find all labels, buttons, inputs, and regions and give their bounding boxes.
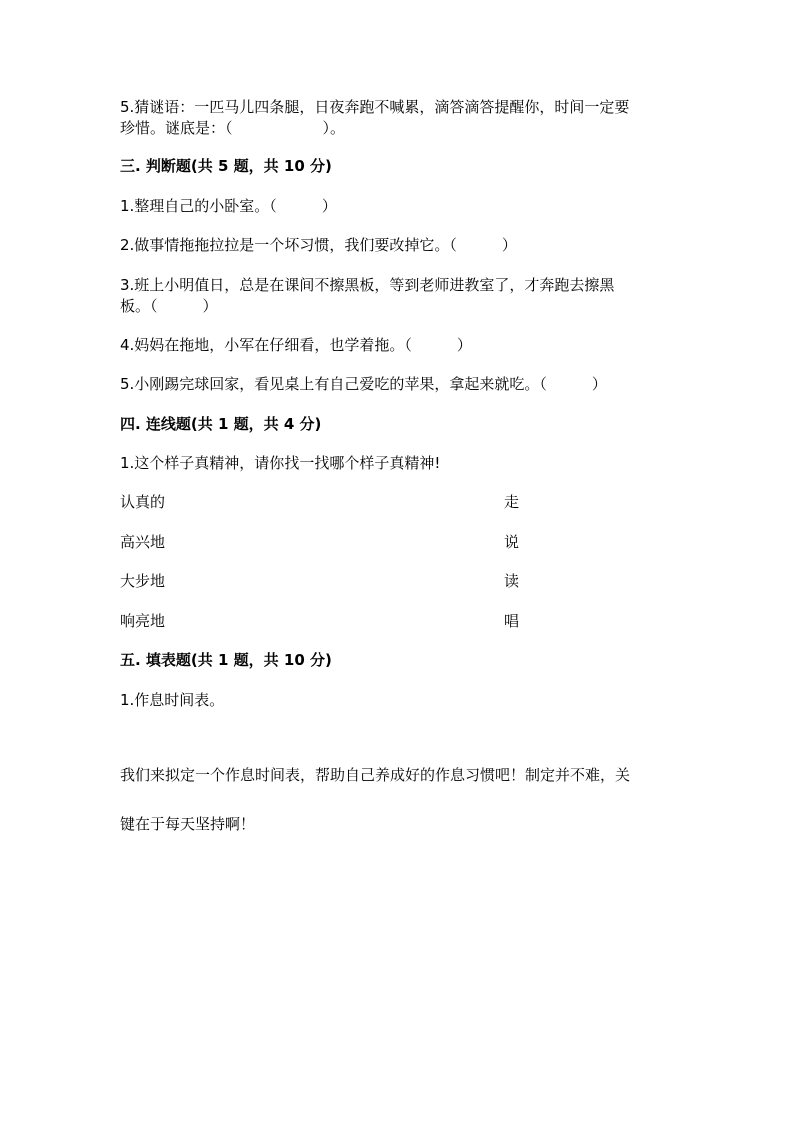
matching-left-item: 认真的 [120,493,166,511]
matching-left-item: 大步地 [120,572,166,590]
judge-question-4: 4.妈妈在拖地，小军在仔细看，也学着拖。（ ） [120,336,472,354]
table-description-line-1: 我们来拟定一个作息时间表，帮助自己养成好的作息习惯吧！制定并不难，关 [120,766,631,784]
judge-question-3-line-2: 板。（ ） [120,297,218,315]
matching-left-item: 响亮地 [120,612,166,630]
section-4-heading: 四. 连线题(共 1 题，共 4 分) [120,415,322,433]
matching-right-item: 读 [504,572,520,590]
section-5-heading: 五. 填表题(共 1 题，共 10 分) [120,651,332,669]
table-description-line-2: 键在于每天坚持啊！ [120,815,256,833]
judge-question-1: 1.整理自己的小卧室。（ ） [120,197,337,215]
matching-right-item: 说 [504,533,520,551]
judge-question-5: 5.小刚踢完球回家，看见桌上有自己爱吃的苹果，拿起来就吃。（ ） [120,375,607,393]
section-3-heading: 三. 判断题(共 5 题，共 10 分) [120,157,332,175]
riddle-line-2: 珍惜。谜底是：（ ）。 [120,119,346,137]
matching-left-item: 高兴地 [120,533,166,551]
matching-right-item: 走 [504,493,520,511]
table-question-1: 1.作息时间表。 [120,691,225,709]
riddle-line-1: 5.猜谜语：一匹马儿四条腿，日夜奔跑不喊累，滴答滴答提醒你，时间一定要 [120,98,630,116]
matching-right-item: 唱 [504,612,520,630]
judge-question-3-line-1: 3.班上小明值日，总是在课间不擦黑板，等到老师进教室了，才奔跑去擦黑 [120,276,615,294]
judge-question-2: 2.做事情拖拖拉拉是一个坏习惯，我们要改掉它。（ ） [120,236,517,254]
matching-question-1: 1.这个样子真精神，请你找一找哪个样子真精神! [120,454,441,472]
